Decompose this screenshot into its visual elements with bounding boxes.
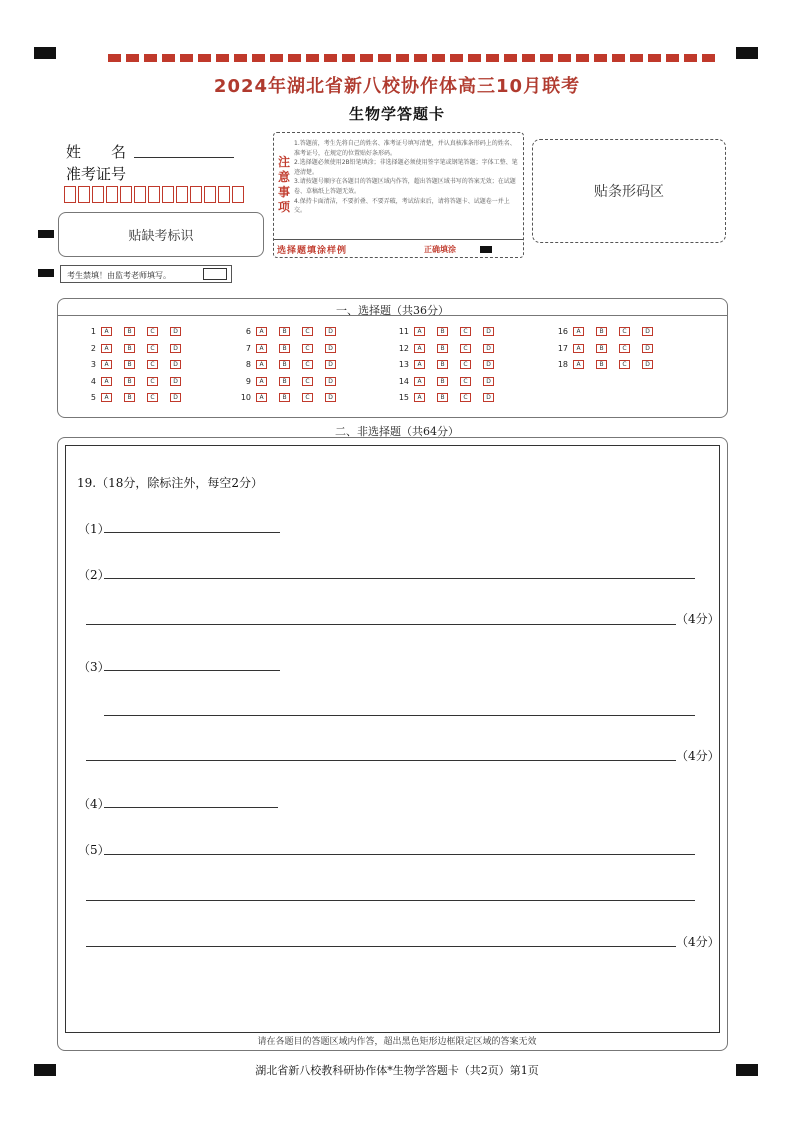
part-2-label: （2） xyxy=(78,568,110,582)
answer-bubble[interactable]: C xyxy=(147,393,158,402)
part-4-label: （4） xyxy=(78,797,110,811)
answer-bubble[interactable]: A xyxy=(256,327,267,336)
non-choice-section xyxy=(57,437,728,1051)
answer-bubble[interactable]: D xyxy=(483,377,494,386)
instruction-item: 2.选择题必须使用2B铅笔填涂；非选择题必须使用签字笔或钢笔答题；字体工整、笔迹清楚。 xyxy=(294,159,518,176)
answer-bubble[interactable]: B xyxy=(437,377,448,386)
answer-bubble[interactable]: B xyxy=(279,393,290,402)
points-note: （4分） xyxy=(676,612,720,626)
question-number: 10 xyxy=(240,393,251,402)
question-number: 16 xyxy=(557,327,568,336)
instruction-item: 4.保持卡面清洁，不要折叠、不要弄破，考试结束后，请将答题卡、试题卷一并上交。 xyxy=(294,197,510,215)
question-row xyxy=(391,344,506,353)
answer-bubble[interactable]: A xyxy=(101,344,112,353)
barcode-sticker-area xyxy=(532,139,726,243)
missing-exam-label: 贴缺考标识 xyxy=(128,229,194,244)
answer-bubble[interactable]: D xyxy=(325,344,336,353)
answer-bubble[interactable]: B xyxy=(437,344,448,353)
answer-bubble[interactable]: A xyxy=(414,393,425,402)
exam-id-digit-box[interactable] xyxy=(64,186,76,203)
multiple-choice-section xyxy=(57,298,728,418)
registration-mark-top-left xyxy=(34,47,56,59)
exam-id-digit-box[interactable] xyxy=(218,186,230,203)
answer-bubble[interactable]: D xyxy=(170,393,181,402)
question-row xyxy=(233,344,348,353)
answer-line[interactable] xyxy=(104,715,695,716)
proctor-checkbox[interactable] xyxy=(203,268,227,280)
answer-bubble[interactable]: B xyxy=(124,377,135,386)
question-row xyxy=(550,344,665,353)
fill-sample xyxy=(274,239,523,257)
question-row xyxy=(550,327,665,336)
question-row xyxy=(233,393,348,402)
answer-bubble[interactable]: B xyxy=(124,327,135,336)
answer-bubble[interactable]: B xyxy=(279,360,290,369)
answer-bubble[interactable]: A xyxy=(414,360,425,369)
question-row xyxy=(391,377,506,386)
answer-line[interactable] xyxy=(86,760,676,761)
question-row xyxy=(233,377,348,386)
question-row xyxy=(78,327,193,336)
answer-bubble[interactable]: D xyxy=(325,360,336,369)
answer-bubble[interactable]: B xyxy=(437,327,448,336)
part-5-label: （5） xyxy=(78,843,110,857)
answer-bubble[interactable]: B xyxy=(279,344,290,353)
answer-bubble[interactable]: C xyxy=(460,327,471,336)
question-number: 1 xyxy=(90,327,96,336)
proctor-only-label: 考生禁填！由监考老师填写。 xyxy=(67,271,171,280)
multiple-choice-heading: 一、选择题（共36分） xyxy=(336,304,449,317)
page-footer: 湖北省新八校教科研协作体*生物学答题卡（共2页）第1页 xyxy=(255,1064,539,1077)
points-note: （4分） xyxy=(676,749,720,763)
question-number: 5 xyxy=(90,393,96,402)
answer-bubble[interactable]: A xyxy=(256,344,267,353)
answer-bubble[interactable]: A xyxy=(414,377,425,386)
answer-bubble[interactable]: C xyxy=(619,344,630,353)
answer-bubble[interactable]: A xyxy=(101,327,112,336)
answer-bubble[interactable]: B xyxy=(124,344,135,353)
answer-bubble[interactable]: D xyxy=(642,327,653,336)
answer-bubble[interactable]: C xyxy=(147,327,158,336)
instructions-box xyxy=(273,132,524,258)
proctor-only-field xyxy=(60,265,232,283)
answer-line[interactable] xyxy=(104,807,278,808)
question-number: 18 xyxy=(557,360,568,369)
answer-bubble[interactable]: C xyxy=(302,377,313,386)
answer-bubble[interactable]: A xyxy=(101,360,112,369)
correct-fill-example xyxy=(480,246,492,253)
question-number: 14 xyxy=(398,376,409,386)
question-row xyxy=(391,393,506,402)
answer-bubble[interactable]: C xyxy=(147,344,158,353)
answer-bubble[interactable]: D xyxy=(642,360,653,369)
divider xyxy=(58,315,727,316)
answer-bubble[interactable]: C xyxy=(302,393,313,402)
question-number: 15 xyxy=(398,393,409,402)
answer-line[interactable] xyxy=(104,670,280,671)
question-row xyxy=(233,360,348,369)
answer-bubble[interactable]: D xyxy=(170,377,181,386)
registration-mark-top-right xyxy=(736,47,758,59)
answer-bubble[interactable]: C xyxy=(302,344,313,353)
fill-sample-label: 选择题填涂样例 xyxy=(277,246,348,256)
question-row xyxy=(78,344,193,353)
answer-bubble[interactable]: C xyxy=(302,360,313,369)
correct-fill-label: 正确填涂 xyxy=(424,245,456,254)
answer-bubble[interactable]: B xyxy=(124,360,135,369)
answer-line[interactable] xyxy=(86,624,676,625)
answer-line[interactable] xyxy=(104,578,695,579)
exam-id-digit-box[interactable] xyxy=(176,186,188,203)
answer-line[interactable] xyxy=(104,854,695,855)
exam-id-digit-box[interactable] xyxy=(162,186,174,203)
answer-bubble[interactable]: C xyxy=(147,360,158,369)
answer-bubble[interactable]: D xyxy=(483,360,494,369)
exam-id-digit-box[interactable] xyxy=(78,186,90,203)
answer-area-warning: 请在各题目的答题区域内作答，超出黑色矩形边框限定区域的答案无效 xyxy=(257,1037,537,1047)
non-choice-heading: 二、非选择题（共64分） xyxy=(335,425,459,438)
answer-line[interactable] xyxy=(104,532,280,533)
question-number: 3 xyxy=(90,360,96,369)
answer-bubble[interactable]: A xyxy=(414,344,425,353)
exam-id-digit-box[interactable] xyxy=(190,186,202,203)
answer-bubble[interactable]: C xyxy=(460,344,471,353)
exam-id-label: 准考证号 xyxy=(66,165,127,183)
question-row xyxy=(78,393,193,402)
answer-bubble[interactable]: A xyxy=(256,360,267,369)
answer-bubble[interactable]: B xyxy=(596,327,607,336)
timing-mark xyxy=(38,269,54,277)
answer-bubble[interactable]: B xyxy=(596,344,607,353)
barcode-label: 贴条形码区 xyxy=(594,184,664,200)
answer-bubble[interactable]: A xyxy=(101,377,112,386)
question-row xyxy=(78,360,193,369)
page-subtitle: 生物学答题卡 xyxy=(348,105,445,123)
part-1-label: （1） xyxy=(78,522,110,536)
exam-id-boxes[interactable] xyxy=(64,186,246,203)
question-row xyxy=(550,360,665,369)
answer-bubble[interactable]: D xyxy=(325,393,336,402)
answer-bubble[interactable]: B xyxy=(437,393,448,402)
timing-mark xyxy=(38,230,54,238)
instruction-item: 3.请按题号顺序在各题目的答题区域内作答，超出答题区域书写的答案无效；在试题卷、草稿纸上答题无效。 xyxy=(294,178,516,195)
answer-bubble[interactable]: C xyxy=(147,377,158,386)
answer-bubble[interactable]: B xyxy=(279,327,290,336)
points-note: （4分） xyxy=(676,935,720,949)
instructions-list xyxy=(294,139,520,216)
question-number: 13 xyxy=(398,360,409,369)
answer-line[interactable] xyxy=(86,946,676,947)
answer-bubble[interactable]: B xyxy=(437,360,448,369)
answer-bubble[interactable]: C xyxy=(619,327,630,336)
answer-bubble[interactable]: D xyxy=(170,327,181,336)
answer-bubble[interactable]: A xyxy=(256,393,267,402)
exam-id-digit-box[interactable] xyxy=(204,186,216,203)
answer-bubble[interactable]: D xyxy=(170,344,181,353)
exam-id-digit-box[interactable] xyxy=(106,186,118,203)
question-number: 12 xyxy=(398,343,409,353)
exam-id-digit-box[interactable] xyxy=(120,186,132,203)
question-row xyxy=(391,327,506,336)
question-number: 11 xyxy=(398,327,409,336)
answer-bubble[interactable]: A xyxy=(414,327,425,336)
question-number: 17 xyxy=(557,343,568,353)
question-number: 7 xyxy=(245,343,251,353)
exam-id-digit-box[interactable] xyxy=(134,186,146,203)
question-row xyxy=(391,360,506,369)
answer-bubble[interactable]: D xyxy=(325,327,336,336)
question-row xyxy=(233,327,348,336)
question-number: 2 xyxy=(90,343,96,353)
exam-id-digit-box[interactable] xyxy=(92,186,104,203)
question-19-heading: 19.（18分，除标注外，每空2分） xyxy=(77,476,263,490)
question-number: 4 xyxy=(90,376,96,386)
question-row xyxy=(78,377,193,386)
answer-bubble[interactable]: B xyxy=(124,393,135,402)
exam-id-digit-box[interactable] xyxy=(232,186,244,203)
answer-bubble[interactable]: D xyxy=(170,360,181,369)
answer-bubble[interactable]: D xyxy=(325,377,336,386)
page-title: 2024年湖北省新八校协作体高三10月联考 xyxy=(213,76,581,97)
answer-bubble[interactable]: A xyxy=(573,360,584,369)
answer-bubble[interactable]: B xyxy=(279,377,290,386)
answer-bubble[interactable]: D xyxy=(483,393,494,402)
missing-exam-sticker-area xyxy=(58,212,264,257)
answer-bubble[interactable]: D xyxy=(642,344,653,353)
answer-bubble[interactable]: A xyxy=(101,393,112,402)
answer-bubble[interactable]: D xyxy=(483,327,494,336)
answer-bubble[interactable]: A xyxy=(256,377,267,386)
answer-bubble[interactable]: C xyxy=(302,327,313,336)
answer-bubble[interactable]: A xyxy=(573,344,584,353)
answer-bubble[interactable]: D xyxy=(483,344,494,353)
answer-bubble[interactable]: C xyxy=(619,360,630,369)
part-3-label: （3） xyxy=(78,660,110,674)
answer-bubble[interactable]: A xyxy=(573,327,584,336)
name-field[interactable] xyxy=(134,157,234,158)
answer-bubble[interactable]: C xyxy=(460,393,471,402)
name-label: 姓 名 xyxy=(66,143,127,161)
instruction-item: 1.答题前，考生先将自己的姓名、准考证号填写清楚，并认真核准条形码上的姓名、准考证号，在规定的位置贴好条形码。 xyxy=(294,140,516,157)
question-number: 6 xyxy=(245,327,251,336)
answer-bubble[interactable]: B xyxy=(596,360,607,369)
answer-bubble[interactable]: C xyxy=(460,360,471,369)
answer-bubble[interactable]: C xyxy=(460,377,471,386)
exam-id-digit-box[interactable] xyxy=(148,186,160,203)
question-number: 8 xyxy=(245,360,251,369)
answer-region xyxy=(65,445,720,1033)
instructions-title: 注意事项 xyxy=(277,155,290,214)
answer-line[interactable] xyxy=(86,900,695,901)
header-dashed-line xyxy=(108,54,720,62)
question-number: 9 xyxy=(245,376,251,386)
